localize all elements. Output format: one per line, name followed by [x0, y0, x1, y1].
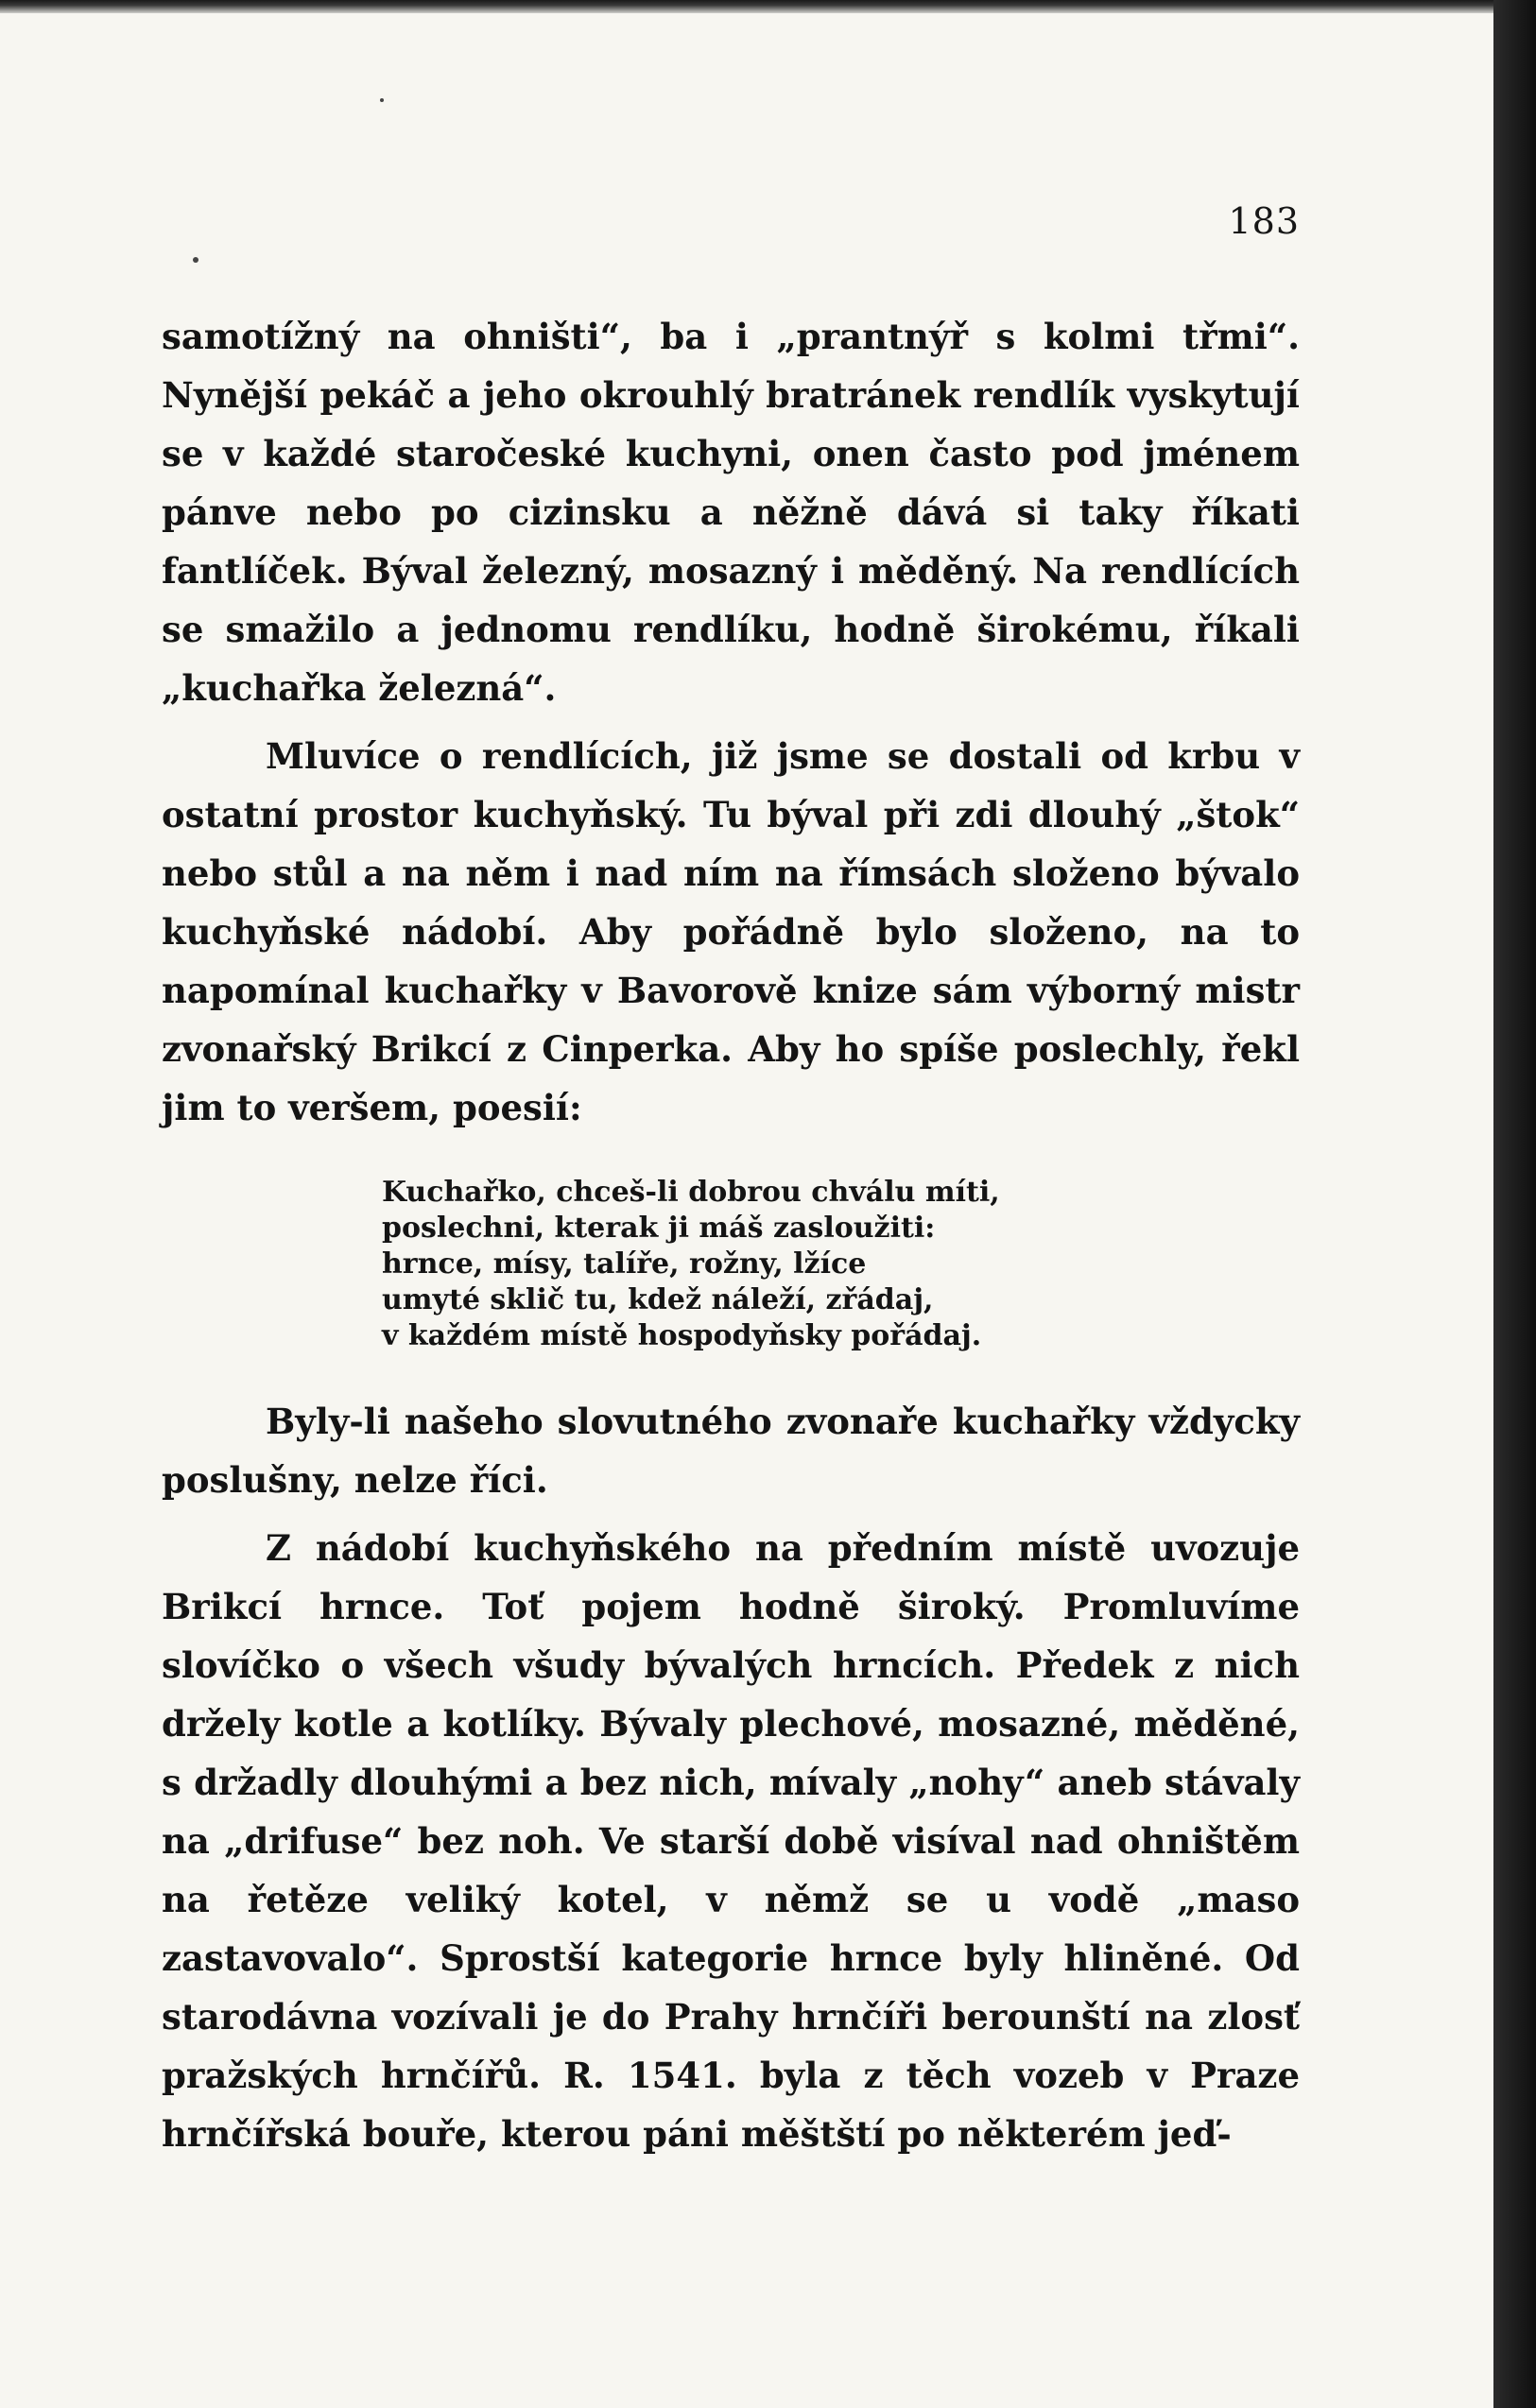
paragraph: Byly-li našeho slovutného zvonaře kuchařky vždycky poslušny, nelze říci. [162, 1401, 1300, 1501]
page-body [162, 307, 1300, 2163]
verse-line: hrnce, mísy, talíře, rožny, lžíce [382, 1247, 867, 1281]
scan-top-edge [0, 0, 1493, 13]
paragraph: Z nádobí kuchyňského na předním místě uvozuje Brikcí hrnce. Toť pojem hodně široký. Promluvíme slovíčko o všech všudy bývalých hrncích. Předek z nich držely kotle a kotlíky. Bývaly plechové, mosazné, měděné, s držadly dlouhými a bez nich, mívaly „nohy“ aneb stávaly na „drifuse“ bez noh. Ve starší době visíval nad ohništěm na řetěze veliký kotel, v němž se u vodě „maso zastavovalo“. Sprostší kategorie hrnce byly hliněné. Od starodávna vozívali je do Prahy hrnčíři berounští na zlosť pražských hrnčířů. R. 1541. byla z těch vozeb v Praze hrnčířská bouře, kterou páni měštští po některém jeď- [162, 1527, 1300, 2155]
scan-right-edge [1493, 0, 1536, 2408]
paragraph: Mluvíce o rendlících, již jsme se dostali od krbu v ostatní prostor kuchyňský. Tu býval při zdi dlouhý „štok“ nebo stůl a na něm i nad ním na římsách složeno bývalo kuchyňské nádobí. Aby pořádně bylo složeno, na to napomínal kuchařky v Bavorově knize sám výborný mistr zvonařský Brikcí z Cinperka. Aby ho spíše poslechly, řekl jim to veršem, poesií: [162, 735, 1300, 1128]
verse-block [382, 1175, 1300, 1354]
paragraph: samotížný na ohništi“, ba i „prantnýř s kolmi třmi“. Nynější pekáč a jeho okrouhlý bratránek rendlík vyskytují se v každé staročeské kuchyni, onen často pod jménem pánve nebo po cizinsku a něžně dává si taky říkati fantlíček. Býval železný, mosazný i měděný. Na rendlících se smažilo a jednomu rendlíku, hodně širokému, říkali „kuchařka železná“. [162, 316, 1300, 709]
dust-speck [193, 257, 198, 263]
verse-line: umyté sklič tu, kdež náleží, zřádaj, [382, 1283, 934, 1316]
dust-speck [380, 98, 384, 102]
verse-line: Kuchařko, chceš-li dobrou chválu míti, [382, 1176, 1000, 1209]
verse-line: v každém místě hospodyňsky pořádaj. [382, 1319, 982, 1352]
verse-line: poslechni, kterak ji máš zasloužiti: [382, 1212, 936, 1245]
page-number: 183 [1228, 200, 1300, 242]
